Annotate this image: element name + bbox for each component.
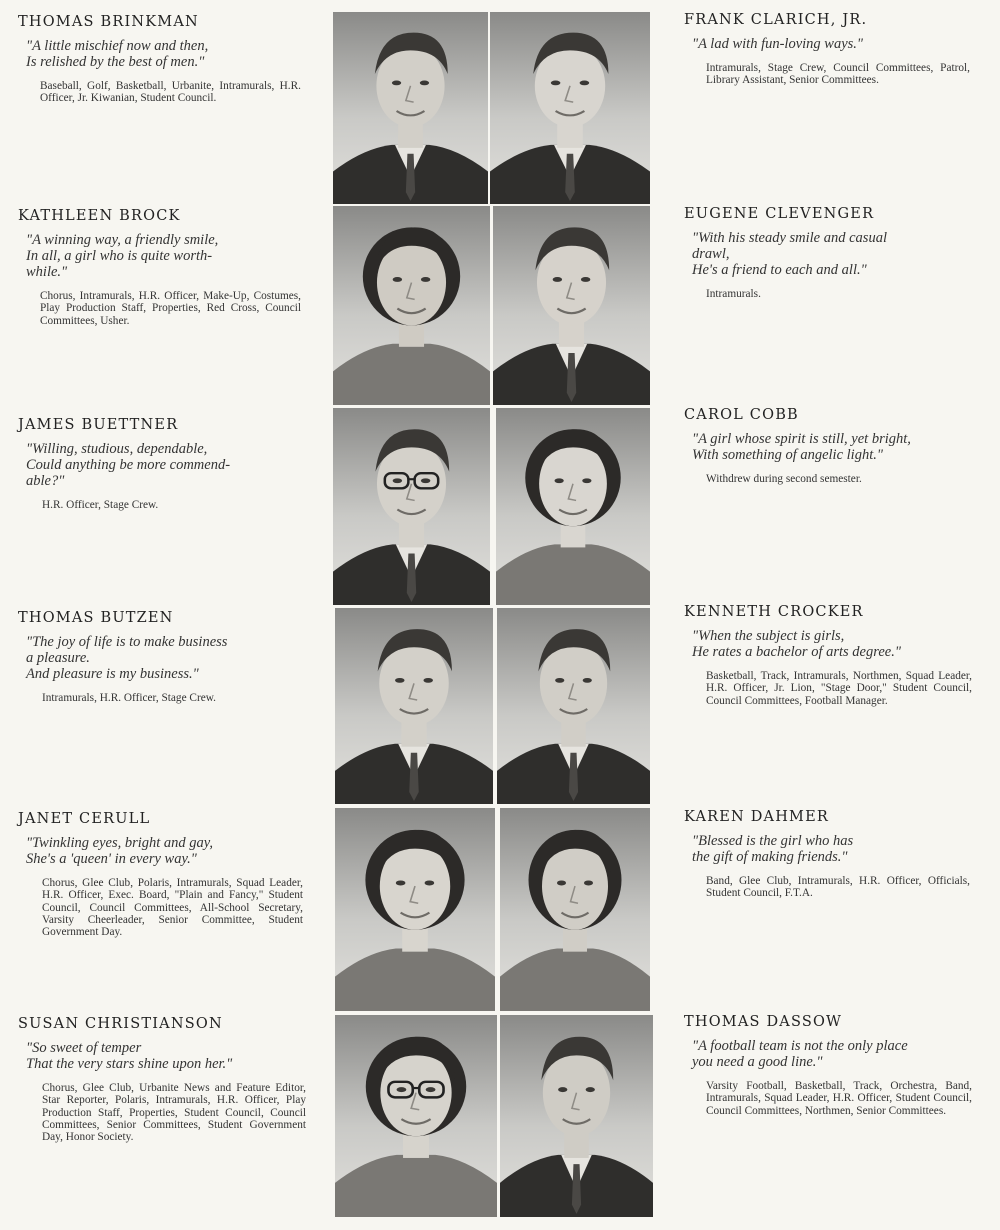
- student-activities: Chorus, Intramurals, H.R. Officer, Make-Up, Costumes, Play Production Staff, Properties, Red Cross, Council Committees, Usher.: [40, 290, 301, 327]
- student-activities: Intramurals.: [706, 288, 761, 300]
- student-activities: Intramurals, H.R. Officer, Stage Crew.: [42, 692, 216, 704]
- portrait-photo: [500, 1015, 653, 1217]
- student-quote: "The joy of life is to make business a pleasure. And pleasure is my business.": [26, 634, 228, 682]
- portrait-photo: [335, 1015, 497, 1217]
- student-name: JAMES BUETTNER: [18, 417, 179, 433]
- student-name: CAROL COBB: [684, 407, 799, 423]
- student-quote: "A winning way, a friendly smile, In all, a girl who is quite worth- while.": [26, 232, 219, 280]
- portrait-photo: [333, 408, 490, 605]
- student-activities: Band, Glee Club, Intramurals, H.R. Officer, Officials, Student Council, F.T.A.: [706, 875, 970, 900]
- entry-janet-cerull: [18, 811, 303, 938]
- student-quote: "A football team is not the only place you need a good line.": [692, 1038, 908, 1070]
- portrait-photo: [335, 808, 495, 1011]
- student-quote: "So sweet of temper That the very stars shine upon her.": [26, 1040, 233, 1072]
- entry-carol-cobb: [684, 407, 974, 485]
- student-name: KENNETH CROCKER: [684, 604, 864, 620]
- student-activities: Varsity Football, Basketball, Track, Orchestra, Band, Intramurals, Squad Leader, H.R. Officer, Student Council, Council Committees, Northmen, Senior Committees.: [706, 1080, 972, 1117]
- student-name: THOMAS BRINKMAN: [18, 14, 199, 30]
- student-activities: Basketball, Track, Intramurals, Northmen, Squad Leader, H.R. Officer, Jr. Lion, "Stage Door," Student Council, Council Committees, Football Manager.: [706, 670, 972, 707]
- portrait-photo: [333, 12, 488, 204]
- student-name: KATHLEEN BROCK: [18, 208, 181, 224]
- student-quote: "Blessed is the girl who has the gift of making friends.": [692, 833, 854, 865]
- student-name: SUSAN CHRISTIANSON: [18, 1016, 223, 1032]
- student-quote: "Willing, studious, dependable, Could anything be more commend- able?": [26, 441, 231, 489]
- entry-james-buettner: [18, 417, 303, 511]
- student-name: KAREN DAHMER: [684, 809, 830, 825]
- student-name: JANET CERULL: [18, 811, 151, 827]
- portrait-photo: [500, 808, 650, 1011]
- portrait-photo: [335, 608, 493, 804]
- student-name: FRANK CLARICH, JR.: [684, 12, 868, 28]
- student-activities: Chorus, Glee Club, Polaris, Intramurals, Squad Leader, H.R. Officer, Exec. Board, "Plain and Fancy," Student Council, Council Committees, All-School Secretary, Varsity Cheerleader, Senior Committee, Student Government Day.: [42, 877, 303, 939]
- student-activities: Chorus, Glee Club, Urbanite News and Feature Editor, Star Reporter, Polaris, Intramurals, H.R. Officer, Play Production Staff, Properties, Student Council, Council Committees, Senior Committees, Student Government Day, Honor Society.: [42, 1082, 306, 1144]
- entry-thomas-brinkman: [18, 14, 301, 105]
- student-name: THOMAS DASSOW: [684, 1014, 843, 1030]
- student-quote: "When the subject is girls, He rates a bachelor of arts degree.": [692, 628, 901, 660]
- entry-thomas-dassow: [684, 1014, 972, 1117]
- student-name: EUGENE CLEVENGER: [684, 206, 875, 222]
- student-quote: "With his steady smile and casual drawl, He's a friend to each and all.": [692, 230, 887, 278]
- entry-frank-clarich: [684, 12, 970, 87]
- student-activities: Baseball, Golf, Basketball, Urbanite, Intramurals, H.R. Officer, Jr. Kiwanian, Student Council.: [40, 80, 301, 105]
- student-quote: "A lad with fun-loving ways.": [692, 36, 864, 52]
- entry-susan-christianson: [18, 1016, 306, 1143]
- entry-thomas-butzen: [18, 610, 305, 704]
- entry-kenneth-crocker: [684, 604, 972, 707]
- student-name: THOMAS BUTZEN: [18, 610, 174, 626]
- entry-kathleen-brock: [18, 208, 301, 327]
- student-activities: H.R. Officer, Stage Crew.: [42, 499, 159, 511]
- student-activities: Intramurals, Stage Crew, Council Committees, Patrol, Library Assistant, Senior Committees.: [706, 62, 970, 87]
- entry-eugene-clevenger: [684, 206, 970, 300]
- portrait-photo: [333, 206, 490, 405]
- entry-karen-dahmer: [684, 809, 970, 900]
- portrait-photo: [493, 206, 650, 405]
- portrait-photo: [497, 608, 650, 804]
- student-quote: "A little mischief now and then, Is relished by the best of men.": [26, 38, 209, 70]
- student-activities: Withdrew during second semester.: [706, 473, 862, 485]
- student-quote: "Twinkling eyes, bright and gay, She's a 'queen' in every way.": [26, 835, 214, 867]
- portrait-photo: [490, 12, 650, 204]
- portrait-photo: [496, 408, 650, 605]
- student-quote: "A girl whose spirit is still, yet bright, With something of angelic light.": [692, 431, 911, 463]
